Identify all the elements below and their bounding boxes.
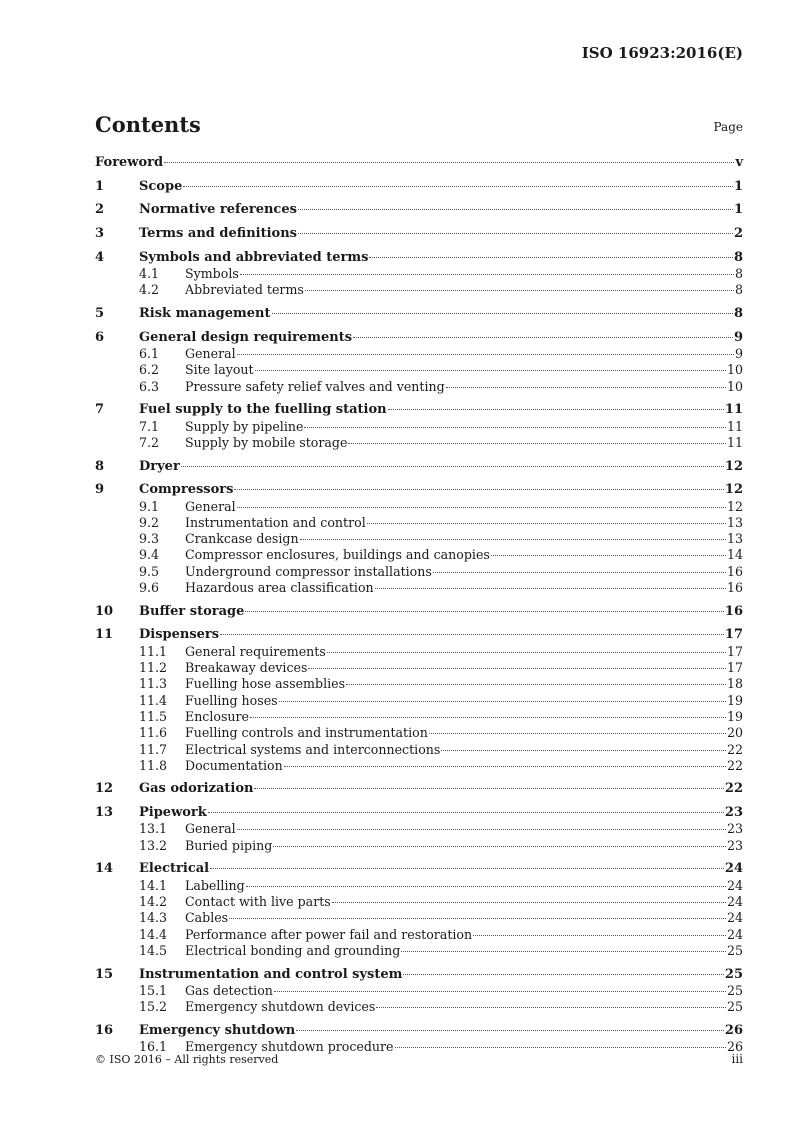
toc-subentry[interactable] (95, 660, 743, 676)
toc-entry-number: 11.4 (139, 692, 168, 708)
toc-entry-number: 3 (95, 226, 105, 242)
dot-leader (300, 539, 726, 540)
dot-leader (401, 951, 726, 952)
toc-entry-title: Abbreviated terms (185, 282, 304, 298)
dot-leader (284, 766, 726, 767)
toc-entry[interactable] (95, 805, 743, 821)
toc-entry[interactable] (95, 604, 743, 620)
toc-entry-page: 17 (726, 660, 743, 676)
toc-entry-title: Compressors (139, 482, 234, 498)
toc-entry-title: Enclosure (185, 708, 250, 724)
dot-leader (433, 572, 726, 573)
toc-entry-page: 9 (734, 346, 743, 362)
toc-entry-number: 15.2 (139, 999, 168, 1015)
toc-entry-page: 10 (726, 378, 743, 394)
toc-subentry[interactable] (95, 346, 743, 362)
dot-leader (429, 733, 726, 734)
dot-leader (395, 1047, 726, 1048)
dot-leader (298, 209, 733, 210)
toc-subentry[interactable] (95, 419, 743, 435)
toc-subentry[interactable] (95, 515, 743, 531)
toc-entry-number: 14.3 (139, 910, 168, 926)
toc-entry-page: 22 (726, 741, 743, 757)
toc-subentry[interactable] (95, 821, 743, 837)
toc-entry-number: 9.5 (139, 563, 160, 579)
dot-leader (255, 370, 726, 371)
toc-entry-page: 26 (724, 1022, 743, 1038)
dot-leader (473, 935, 726, 936)
toc-entry-title: Symbols and abbreviated terms (139, 249, 369, 265)
toc-entry-number: 1 (95, 178, 105, 194)
toc-entry-title: General design requirements (139, 329, 353, 345)
toc-entry-number: 6.1 (139, 346, 160, 362)
toc-entry-title: Foreword (95, 155, 164, 170)
toc-entry-page: 22 (726, 757, 743, 773)
toc-entry-title: Cables (185, 910, 229, 926)
toc-entry-title: Fuelling hoses (185, 692, 278, 708)
toc-subentry[interactable] (95, 547, 743, 563)
toc-entry[interactable] (95, 226, 743, 242)
toc-entry-number: 9.4 (139, 547, 160, 563)
toc-entry-number: 14 (95, 861, 114, 877)
toc-entry-number: 8 (95, 458, 105, 474)
dot-leader (237, 829, 726, 830)
dot-leader (274, 991, 726, 992)
toc-entry-number: 11.2 (139, 660, 168, 676)
toc-entry-page: 10 (726, 362, 743, 378)
dot-leader (388, 409, 724, 410)
dot-leader (308, 668, 726, 669)
toc-entry-number: 16 (95, 1022, 114, 1038)
dot-leader (332, 902, 726, 903)
toc-entry-page: 8 (733, 306, 743, 322)
dot-leader (304, 427, 726, 428)
dot-leader (367, 523, 726, 524)
dot-leader (245, 611, 724, 612)
toc-entry-page: 19 (726, 708, 743, 724)
toc-entry-page: 8 (733, 249, 743, 265)
toc-entry-page: 9 (733, 329, 743, 345)
toc-entry-number: 9.2 (139, 514, 160, 530)
toc-entry-title: Breakaway devices (185, 660, 308, 676)
document-code: ISO 16923:2016(E) (581, 44, 743, 62)
toc-entry-page: 13 (726, 531, 743, 547)
table-of-contents (95, 155, 743, 1056)
toc-entry-number: 13.1 (139, 821, 168, 837)
dot-leader (273, 846, 726, 847)
dot-leader (208, 812, 724, 813)
toc-entry-page: 25 (726, 999, 743, 1015)
toc-entry-title: Instrumentation and control system (139, 966, 403, 982)
toc-entry-number: 14.5 (139, 942, 168, 958)
toc-entry-number: 9 (95, 482, 105, 498)
dot-leader (240, 274, 734, 275)
toc-entry-title: Hazardous area classification (185, 580, 374, 596)
toc-entry-page: 11 (724, 402, 743, 418)
toc-entry-page: 17 (726, 643, 743, 659)
toc-entry-title: Performance after power fail and restoration (185, 926, 473, 942)
toc-subentry[interactable] (95, 282, 743, 298)
footer-page-number: iii (731, 1052, 743, 1066)
toc-entry-page: 23 (726, 837, 743, 853)
toc-entry[interactable] (95, 202, 743, 218)
toc-entry[interactable] (95, 1023, 743, 1039)
toc-entry-number: 5 (95, 306, 105, 322)
toc-entry-title: Supply by mobile storage (185, 434, 348, 450)
toc-entry-page: 1 (733, 202, 743, 218)
toc-subentry[interactable] (95, 709, 743, 725)
toc-entry-number: 14.1 (139, 877, 168, 893)
toc-subentry[interactable] (95, 644, 743, 660)
dot-leader (210, 868, 724, 869)
toc-entry-title: General requirements (185, 643, 326, 659)
toc-entry-title: Symbols (185, 266, 239, 282)
toc-entry-title: Labelling (185, 877, 245, 893)
toc-entry-title: Documentation (185, 757, 283, 773)
dot-leader (305, 290, 734, 291)
toc-entry-title: Pipework (139, 805, 207, 821)
dot-leader (403, 974, 724, 975)
toc-subentry[interactable] (95, 379, 743, 395)
dot-leader (296, 1030, 724, 1031)
dot-leader (375, 588, 726, 589)
toc-entry-number: 2 (95, 202, 105, 218)
toc-entry-title: Electrical (139, 861, 210, 877)
toc-entry-number: 9.1 (139, 498, 160, 514)
dot-leader (369, 257, 732, 258)
toc-entry-title: Emergency shutdown devices (185, 999, 376, 1015)
toc-entry-number: 11.7 (139, 741, 168, 757)
toc-entry-title: Pressure safety relief valves and venting (185, 378, 445, 394)
toc-entry-page: 23 (724, 805, 743, 821)
toc-entry-number: 4.2 (139, 282, 160, 298)
toc-entry[interactable] (95, 179, 743, 195)
toc-entry-page: 14 (726, 547, 743, 563)
toc-entry-page: 22 (724, 781, 743, 797)
dot-leader (183, 186, 733, 187)
toc-entry-title: Terms and definitions (139, 226, 297, 242)
toc-subentry[interactable] (95, 999, 743, 1015)
toc-entry[interactable] (95, 402, 743, 418)
toc-entry-title: Compressor enclosures, buildings and canopies (185, 547, 490, 563)
toc-subentry[interactable] (95, 983, 743, 999)
toc-entry-page: 26 (726, 1039, 743, 1055)
dot-leader (353, 337, 733, 338)
toc-subentry[interactable] (95, 435, 743, 451)
dot-leader (229, 918, 726, 919)
toc-entry-page: 2 (733, 226, 743, 242)
toc-entry-title: Crankcase design (185, 531, 299, 547)
toc-entry-number: 6.3 (139, 378, 160, 394)
dot-leader (246, 886, 726, 887)
dot-leader (254, 788, 723, 789)
toc-entry[interactable] (95, 781, 743, 797)
toc-entry-number: 9.3 (139, 531, 160, 547)
dot-leader (237, 507, 726, 508)
toc-entry-page: 16 (724, 603, 743, 619)
toc-entry-number: 11.3 (139, 676, 168, 692)
toc-subentry[interactable] (95, 838, 743, 854)
toc-entry-page: 17 (724, 627, 743, 643)
toc-entry-number: 10 (95, 603, 114, 619)
toc-entry-page: 19 (726, 692, 743, 708)
toc-entry-number: 11.1 (139, 643, 168, 659)
toc-entry-page: 8 (734, 282, 743, 298)
toc-entry-number: 11.5 (139, 708, 168, 724)
toc-subentry[interactable] (95, 943, 743, 959)
toc-entry-number: 4.1 (139, 266, 160, 282)
toc-subentry[interactable] (95, 894, 743, 910)
toc-entry-number: 6.2 (139, 362, 160, 378)
toc-entry-page: 12 (726, 498, 743, 514)
toc-entry-page: 13 (726, 514, 743, 530)
toc-subentry[interactable] (95, 266, 743, 282)
toc-entry-title: Buried piping (185, 837, 273, 853)
contents-header (95, 112, 743, 138)
toc-entry-title: Electrical systems and interconnections (185, 741, 441, 757)
toc-entry-page: 11 (726, 418, 743, 434)
dot-leader (348, 443, 726, 444)
toc-entry-page: 24 (726, 877, 743, 893)
toc-entry-page: 16 (726, 580, 743, 596)
toc-entry[interactable] (95, 627, 743, 643)
toc-entry-number: 15 (95, 966, 114, 982)
toc-subentry[interactable] (95, 910, 743, 926)
toc-subentry[interactable] (95, 725, 743, 741)
toc-entry-page: 8 (734, 266, 743, 282)
toc-entry-page: 24 (724, 861, 743, 877)
contents-title: Contents (95, 112, 201, 137)
toc-entry-title: Buffer storage (139, 603, 245, 619)
toc-entry-title: Contact with live parts (185, 894, 331, 910)
toc-entry-page: 20 (726, 725, 743, 741)
toc-subentry[interactable] (95, 878, 743, 894)
toc-subentry[interactable] (95, 758, 743, 774)
toc-entry-number: 11 (95, 627, 114, 643)
toc-entry[interactable] (95, 330, 743, 346)
toc-entry-title: Fuel supply to the fuelling station (139, 402, 387, 418)
toc-entry-title: General (185, 346, 236, 362)
toc-entry-title: Dryer (139, 458, 180, 474)
toc-subentry[interactable] (95, 580, 743, 596)
toc-subentry[interactable] (95, 531, 743, 547)
toc-subentry[interactable] (95, 927, 743, 943)
toc-entry-number: 14.2 (139, 894, 168, 910)
toc-subentry[interactable] (95, 564, 743, 580)
dot-leader (376, 1007, 726, 1008)
toc-entry-title: Dispensers (139, 627, 220, 643)
toc-entry-title: Site layout (185, 362, 254, 378)
dot-leader (181, 466, 724, 467)
toc-entry-title: Underground compressor installations (185, 563, 432, 579)
toc-entry-number: 13 (95, 805, 114, 821)
toc-entry-number: 11.6 (139, 725, 168, 741)
toc-entry-page: 18 (726, 676, 743, 692)
toc-entry-title: Fuelling controls and instrumentation (185, 725, 428, 741)
dot-leader (491, 555, 726, 556)
toc-entry-title: Risk management (139, 306, 271, 322)
toc-entry-title: Gas odorization (139, 781, 254, 797)
toc-entry-number: 9.6 (139, 580, 160, 596)
dot-leader (234, 489, 723, 490)
toc-entry-page: 16 (726, 563, 743, 579)
dot-leader (250, 717, 726, 718)
toc-entry-page: 23 (726, 821, 743, 837)
toc-entry-number: 16.1 (139, 1039, 168, 1055)
toc-entry-page: 24 (726, 910, 743, 926)
toc-entry[interactable] (95, 155, 743, 171)
dot-leader (237, 354, 734, 355)
toc-entry[interactable] (95, 482, 743, 498)
toc-entry[interactable] (95, 306, 743, 322)
toc-entry-title: Normative references (139, 202, 297, 218)
footer-copyright: © ISO 2016 – All rights reserved (95, 1053, 279, 1066)
toc-entry-page: v (735, 155, 743, 170)
toc-entry-page: 25 (726, 982, 743, 998)
toc-entry-number: 13.2 (139, 837, 168, 853)
toc-subentry[interactable] (95, 362, 743, 378)
toc-entry[interactable] (95, 967, 743, 983)
toc-entry-title: General (185, 821, 236, 837)
toc-entry-number: 7.2 (139, 434, 160, 450)
toc-entry[interactable] (95, 250, 743, 266)
toc-entry-number: 7 (95, 402, 105, 418)
toc-entry-page: 24 (726, 894, 743, 910)
dot-leader (164, 162, 734, 163)
toc-entry-number: 6 (95, 329, 105, 345)
toc-entry-page: 24 (726, 926, 743, 942)
page-column-label: Page (713, 120, 743, 134)
toc-entry-title: Emergency shutdown procedure (185, 1039, 394, 1055)
toc-entry-title: Fuelling hose assemblies (185, 676, 346, 692)
toc-entry[interactable] (95, 861, 743, 877)
toc-entry-number: 15.1 (139, 982, 168, 998)
toc-entry-number: 12 (95, 781, 114, 797)
toc-subentry[interactable] (95, 693, 743, 709)
toc-entry-title: Gas detection (185, 982, 273, 998)
toc-entry-page: 12 (724, 482, 743, 498)
toc-entry-page: 11 (726, 434, 743, 450)
dot-leader (279, 701, 726, 702)
dot-leader (272, 313, 733, 314)
toc-entry-title: Electrical bonding and grounding (185, 942, 401, 958)
toc-entry-page: 12 (724, 458, 743, 474)
toc-entry-page: 25 (724, 966, 743, 982)
toc-subentry[interactable] (95, 742, 743, 758)
toc-subentry[interactable] (95, 676, 743, 692)
toc-entry-page: 25 (726, 942, 743, 958)
toc-entry-title: Scope (139, 178, 183, 194)
toc-entry-page: 1 (733, 178, 743, 194)
toc-entry-number: 4 (95, 249, 105, 265)
dot-leader (441, 750, 726, 751)
toc-entry-number: 11.8 (139, 757, 168, 773)
toc-entry-title: Emergency shutdown (139, 1022, 296, 1038)
toc-entry-title: Instrumentation and control (185, 514, 366, 530)
toc-entry-title: General (185, 498, 236, 514)
dot-leader (327, 652, 726, 653)
toc-entry-title: Supply by pipeline (185, 418, 304, 434)
dot-leader (446, 387, 726, 388)
dot-leader (298, 233, 733, 234)
toc-entry-number: 14.4 (139, 926, 168, 942)
dot-leader (346, 684, 726, 685)
toc-entry-number: 7.1 (139, 418, 160, 434)
toc-subentry[interactable] (95, 499, 743, 515)
dot-leader (220, 634, 724, 635)
toc-entry[interactable] (95, 459, 743, 475)
